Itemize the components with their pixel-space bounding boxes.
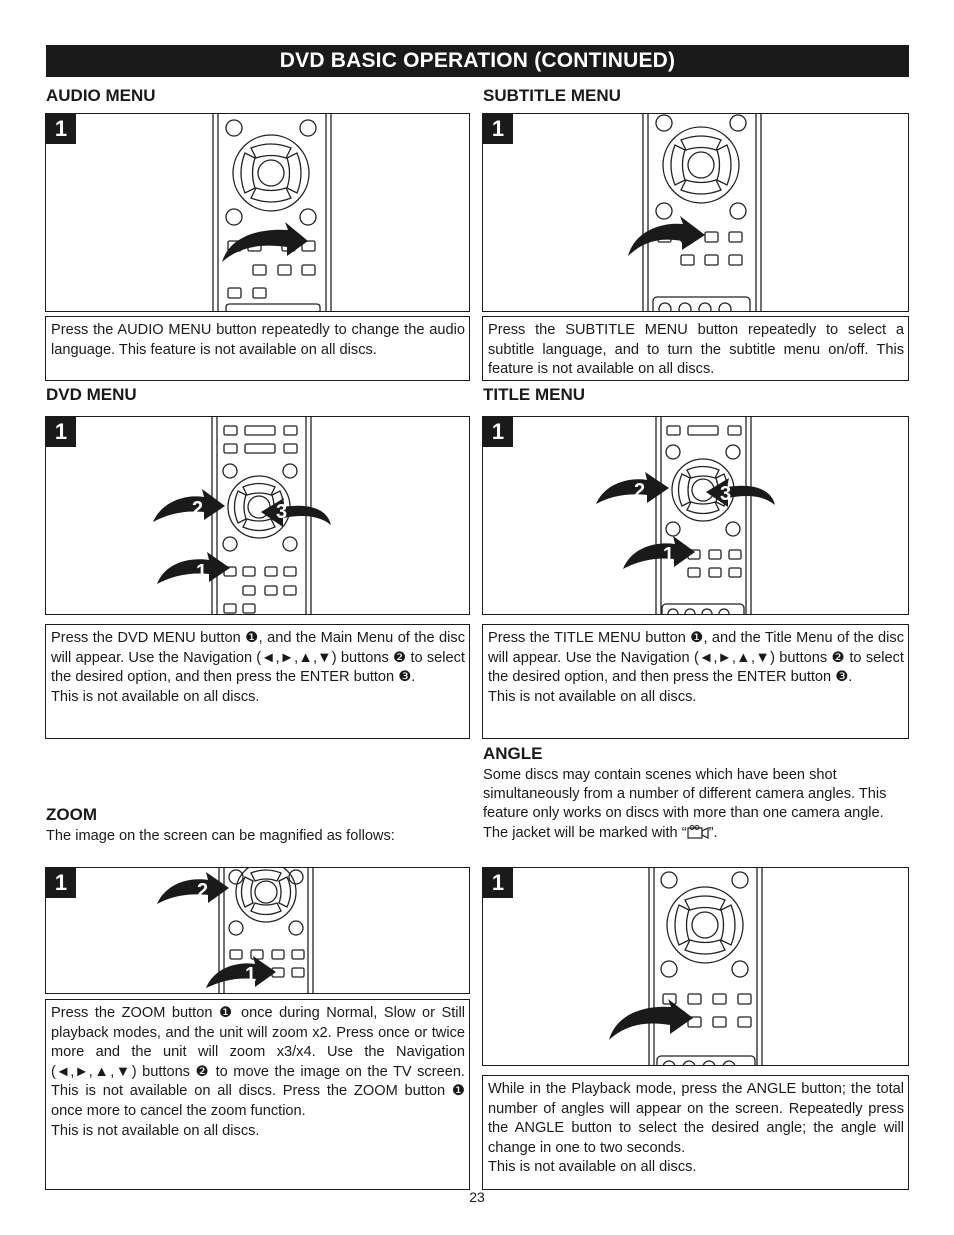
step-number-badge: 1	[483, 417, 513, 447]
remote-illustration	[483, 417, 909, 615]
title-menu-note: This is not available on all discs.	[488, 688, 697, 705]
arrow-navigation-buttons	[596, 472, 669, 504]
zoom-intro: The image on the screen can be magnified as follows:	[46, 828, 395, 844]
zoom-note: This is not available on all discs.	[51, 1122, 260, 1139]
angle-intro-text: Some discs may contain scenes which have been shot simultaneously from a number of different camera angles. This feature only works on discs with more than one camera angle. The jacket will be marked with “	[483, 767, 887, 841]
subtitle-menu-figure	[482, 113, 909, 312]
remote-illustration	[483, 114, 909, 312]
audio-menu-description	[45, 316, 470, 381]
arrow-audio-menu-button	[222, 222, 308, 262]
remote-illustration	[46, 417, 470, 615]
step-number-badge: 1	[46, 868, 76, 898]
step-number-badge: 1	[483, 114, 513, 144]
remote-illustration	[46, 114, 470, 312]
zoom-title: ZOOM	[46, 805, 97, 824]
remote-illustration	[483, 868, 909, 1066]
callout-2: 2	[192, 498, 204, 520]
callout-1: 1	[663, 544, 675, 566]
title-menu-text: Press the TITLE MENU button ❶, and the Title Menu of the disc will appear. Use the Navigation (◄,►,▲,▼) buttons ❷ to select the desired option, and then press the ENTER button ❸.	[488, 630, 904, 686]
angle-note: This is not available on all discs.	[488, 1159, 697, 1176]
arrow-navigation-buttons	[153, 489, 225, 522]
angle-description	[482, 1075, 909, 1190]
dvd-menu-note: This is not available on all discs.	[51, 688, 260, 705]
subtitle-menu-text: Press the SUBTITLE MENU button repeatedly to select a subtitle language, and to turn the subtitle menu on/off. This feature is not available on all discs.	[488, 322, 904, 378]
zoom-description	[45, 999, 470, 1190]
dvd-menu-figure	[45, 416, 470, 615]
zoom-text: Press the ZOOM button ❶ once during Normal, Slow or Still playback modes, and the unit will zoom x2. Press once or twice more and the unit will zoom x3/x4. Use the Navigation (◄,►,▲,▼) buttons ❷ to move the image on the TV screen. This is not available on all discs. Press the ZOOM button ❶ once more to cancel the zoom function.	[51, 1005, 465, 1119]
step-number-badge: 1	[46, 114, 76, 144]
step-number-badge: 1	[483, 868, 513, 898]
arrow-enter-button	[261, 498, 331, 527]
subtitle-menu-description	[482, 316, 909, 381]
callout-3: 3	[276, 501, 288, 523]
callout-2: 2	[197, 880, 209, 902]
dvd-menu-text: Press the DVD MENU button ❶, and the Main Menu of the disc will appear. Use the Navigation (◄,►,▲,▼) buttons ❷ to select the desired option, and then press the ENTER button ❸.	[51, 630, 465, 686]
angle-text: While in the Playback mode, press the ANGLE button; the total number of angles will appear on the screen. Repeatedly press the ANGLE button to select the desired angle; the angle will change in one to two seconds.	[488, 1081, 904, 1156]
page-number: 23	[469, 1189, 485, 1205]
arrow-angle-button	[609, 999, 693, 1040]
angle-intro	[483, 766, 909, 843]
arrow-subtitle-menu-button	[628, 216, 705, 256]
camera-angle-icon	[687, 825, 709, 839]
angle-intro-end: ”.	[708, 824, 718, 841]
angle-title: ANGLE	[483, 744, 543, 763]
callout-1: 1	[196, 561, 208, 583]
remote-illustration	[46, 868, 470, 994]
arrow-zoom-button	[206, 956, 276, 988]
arrow-title-menu-button	[623, 536, 695, 569]
dvd-menu-title: DVD MENU	[46, 385, 137, 404]
audio-menu-text: Press the AUDIO MENU button repeatedly to change the audio language. This feature is not available on all discs.	[51, 322, 465, 358]
title-menu-figure	[482, 416, 909, 615]
audio-menu-title: AUDIO MENU	[46, 86, 156, 105]
zoom-figure	[45, 867, 470, 994]
callout-2: 2	[634, 480, 646, 502]
page-header: DVD BASIC OPERATION (CONTINUED)	[46, 45, 909, 77]
step-number-badge: 1	[46, 417, 76, 447]
title-menu-description	[482, 624, 909, 739]
dvd-menu-description	[45, 624, 470, 739]
arrow-dvd-menu-button	[157, 552, 230, 584]
title-menu-title: TITLE MENU	[483, 385, 585, 404]
audio-menu-figure	[45, 113, 470, 312]
arrow-navigation-buttons	[157, 872, 229, 904]
callout-1: 1	[245, 964, 257, 986]
angle-figure	[482, 867, 909, 1066]
subtitle-menu-title: SUBTITLE MENU	[483, 86, 621, 105]
callout-3: 3	[720, 483, 732, 505]
